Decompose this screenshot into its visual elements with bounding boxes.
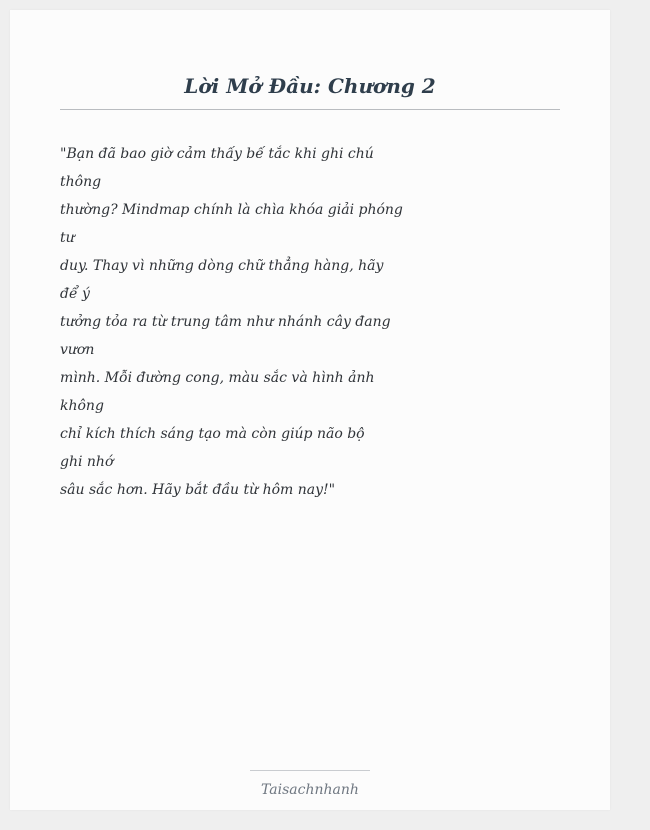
text-line: duy. Thay vì những dòng chữ thẳng hàng, hãy bbox=[60, 258, 384, 274]
text-line: sâu sắc hơn. Hãy bắt đầu từ hôm nay!" bbox=[60, 482, 336, 498]
text-line: tư bbox=[60, 230, 75, 246]
title-divider bbox=[60, 109, 560, 110]
body-text bbox=[60, 140, 403, 504]
text-line: chỉ kích thích sáng tạo mà còn giúp não bộ bbox=[60, 426, 365, 442]
page-title: Lời Mở Đầu: Chương 2 bbox=[184, 74, 436, 98]
text-line: để ý bbox=[60, 286, 90, 302]
document-page bbox=[10, 10, 610, 810]
text-line: không bbox=[60, 398, 104, 414]
text-line: thông bbox=[60, 174, 102, 190]
text-line: vươn bbox=[60, 342, 95, 358]
text-line: "Bạn đã bao giờ cảm thấy bế tắc khi ghi chú bbox=[60, 146, 374, 162]
text-line: tưởng tỏa ra từ trung tâm như nhánh cây đang bbox=[60, 314, 391, 330]
footer-brand: Taisachnhanh bbox=[261, 782, 359, 798]
text-line: thường? Mindmap chính là chìa khóa giải phóng bbox=[60, 202, 403, 218]
text-line: mình. Mỗi đường cong, màu sắc và hình ảnh bbox=[60, 370, 375, 386]
footer-divider bbox=[250, 770, 370, 771]
text-line: ghi nhớ bbox=[60, 454, 114, 470]
